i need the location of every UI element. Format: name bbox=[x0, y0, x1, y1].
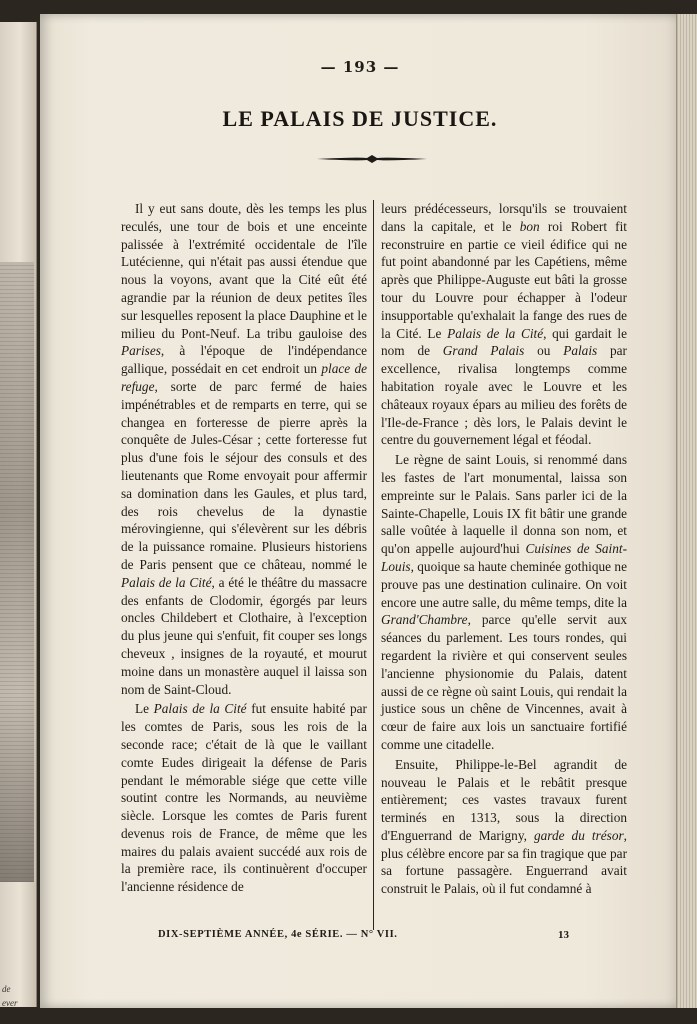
italic-term: Palais de la Cité bbox=[447, 325, 544, 341]
italic-term: garde du trésor bbox=[533, 827, 624, 843]
text-run: , qui gardait le nom de bbox=[381, 325, 627, 359]
text-column-left bbox=[121, 200, 367, 896]
text-run: par excellence, rivalisa longtemps comme habitation royale avec le Louvre et les châteaux royaux épars au milieu des forêts de l'Ile-de-France ; dès lors, le Palais devint le centre du gouvernement légal et féodal. bbox=[381, 343, 627, 448]
italic-term: Grand Palais bbox=[442, 343, 525, 359]
text-run: , a été le théâtre du massacre des enfants de Clodomir, égorgés par leurs oncles Childebert et Clothaire, à l'exception du plus jeune qui s'enfuit, fit couper ses longs cheveux , insignes de la royauté, et mourut moine dans un monastère auquel il laissa son nom de Saint-Cloud. bbox=[121, 574, 367, 697]
left-page-caption-line: de bbox=[2, 984, 11, 994]
italic-term: Palais de la Cité bbox=[153, 701, 247, 717]
left-page-engraving bbox=[0, 262, 34, 882]
text-run: Le règne de saint Louis, si renommé dans les fastes de l'art monumental, laissa son empreinte sur le Palais. Sans parler ici de la Sainte-Chapelle, Louis IX fit bâtir une grande salle voûtée à laquelle il donna son nom, et qu'on appelle aujourd'hui bbox=[381, 452, 627, 557]
book-page bbox=[40, 14, 680, 1008]
italic-term: Cuisines de Saint-Louis bbox=[381, 541, 627, 574]
text-run: , quoique sa haute cheminée gothique ne prouve pas une destination culinaire. On voit encore une autre salle, du même temps, dite la bbox=[381, 558, 627, 610]
italic-term: Parises bbox=[121, 343, 161, 359]
text-run: Ensuite, Philippe-le-Bel agrandit de nouveau le Palais et le rebâtit presque entièrement; ces vastes travaux furent terminés en 1313, sous la direction d'Enguerrand de Marigny, bbox=[381, 756, 627, 843]
text-column-right bbox=[381, 200, 627, 898]
left-page-caption bbox=[2, 982, 18, 1010]
column-divider bbox=[373, 200, 374, 930]
page-number: — 193 — bbox=[320, 58, 400, 76]
italic-term: Grand'Chambre bbox=[381, 612, 468, 628]
text-run: Le bbox=[135, 701, 154, 717]
paragraph bbox=[121, 700, 367, 896]
text-run: , plus célèbre encore par sa fin tragique que par sa fortune passagère. Enguerrand avait construit le Palais, où il fut condamné à bbox=[381, 827, 627, 897]
text-run: ou bbox=[524, 343, 564, 359]
signature-mark: 13 bbox=[558, 929, 569, 941]
left-page-edge bbox=[0, 22, 37, 1007]
paragraph bbox=[381, 756, 627, 898]
issue-footer: DIX-SEPTIÈME ANNÉE, 4e SÉRIE. — N° VII. bbox=[158, 929, 398, 940]
italic-term: place de refuge bbox=[121, 361, 367, 394]
paragraph bbox=[381, 451, 627, 754]
text-run: roi Robert fit reconstruire en partie ce vieil édifice qui ne fut point abandonné par les Capétiens, même après que Philippe-Auguste eut bâti la grosse tour du Louvre pour échapper à l'odeur insupportable qu'exhalait la fange des rues de la Cité. Le bbox=[381, 218, 628, 341]
text-run: fut ensuite habité par les comtes de Paris, sous les rois de la seconde race; c'était de là que le vaillant comte Eudes dirigeait la défense de Paris pendant le mémorable siége que cette ville soutint contre les Normands, au neuvième siècle. Lorsque les comtes de Paris furent devenus rois de France, de même que les maires du palais avaient succédé aux rois de la première race, ils continuèrent d'occuper l'ancienne résidence de bbox=[121, 701, 367, 895]
italic-term: Palais bbox=[563, 343, 598, 359]
page-title: LE PALAIS DE JUSTICE. bbox=[222, 106, 498, 131]
left-page-caption-line: ever bbox=[2, 998, 18, 1008]
text-run: Il y eut sans doute, dès les temps les plus reculés, une tour de bois et une enceinte palissée à l'extrémité occidentale de l'île Lutécienne, qui n'était pas aussi étendue que nous la voyons, avant que la Cité eût été agrandie par la réunion de deux petites îles sur lesquelles reposent la place Dauphine et le milieu du Pont-Neuf. La tribu gauloise des bbox=[121, 201, 367, 341]
text-run: , à l'époque de l'indépendance gallique, possédait en cet endroit un bbox=[121, 343, 367, 377]
italic-term: bon bbox=[519, 218, 540, 234]
italic-term: Palais de la Cité bbox=[121, 574, 212, 590]
text-run: , parce qu'elle servit aux séances du parlement. Les tours rondes, qui regardent la rivière et qui conservent seules l'ancienne physionomie du Palais, datent aussi de ce règne où saint Louis, qui rendait la justice sous un chêne de Vincennes, avait à cœur de faire aux lois un sanctuaire fortifié comme une citadelle. bbox=[381, 612, 627, 752]
page-stack-edge bbox=[676, 14, 697, 1008]
paragraph bbox=[381, 200, 627, 449]
text-run: leurs prédécesseurs, lorsqu'ils se trouvaient dans la capitale, et le bbox=[381, 201, 627, 234]
paragraph bbox=[121, 200, 367, 698]
title-ornament bbox=[317, 154, 427, 164]
text-run: , sorte de parc fermé de haies impénétrables et de remparts en terre, qui se changea en forteresse de pierre après la conquête de Jules-César ; cette forteresse fut plus d'une fois le séjour des consuls et des lieutenants que Rome envoyait pour affermir sa domination dans les Gaules, et plus tard, des rois chevelus de la dynastie mérovingienne, qui s'élevèrent sur les débris de la puissance romaine. Plusieurs historiens de Paris pensent que ce château, nommé le bbox=[121, 378, 367, 572]
